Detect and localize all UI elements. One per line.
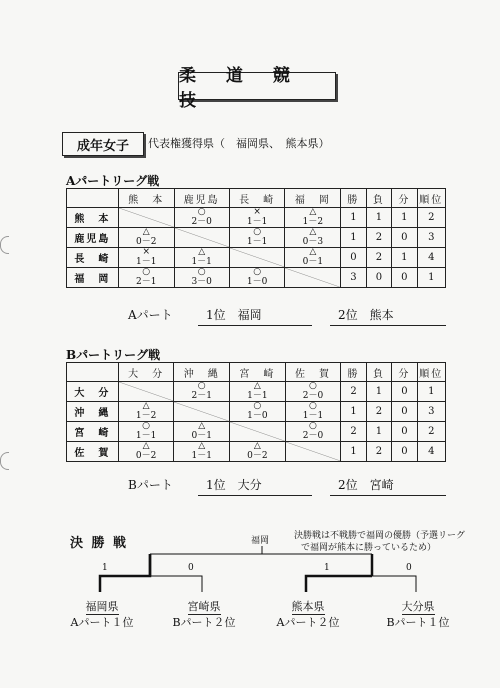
result-mark: ○ xyxy=(309,401,317,411)
losses-cell: 2 xyxy=(366,228,391,248)
rank-cell: 1 xyxy=(417,268,445,288)
losses-cell: 2 xyxy=(366,248,391,268)
rank-cell: 3 xyxy=(417,402,445,422)
column-header: 分 xyxy=(392,189,417,208)
match-score: 0－1 xyxy=(302,257,324,267)
match-score: 1－1 xyxy=(135,431,157,441)
result-mark: ○ xyxy=(309,381,317,391)
match-score: 1－1 xyxy=(246,217,268,227)
match-score: 1－0 xyxy=(246,277,268,287)
match-score: 1－1 xyxy=(191,451,212,461)
match-score: 0－2 xyxy=(135,237,157,247)
result-mark: ○ xyxy=(309,421,317,431)
column-header: 順位 xyxy=(417,363,445,382)
column-header: 負 xyxy=(366,363,391,382)
team-name: 熊 本 xyxy=(67,208,119,228)
column-header: 分 xyxy=(392,363,417,382)
losses-cell: 0 xyxy=(366,268,391,288)
match-score: 0－3 xyxy=(302,237,324,247)
match-score: 2－0 xyxy=(302,391,324,401)
losses-cell: 1 xyxy=(366,422,391,442)
losses-cell: 2 xyxy=(366,442,391,462)
category-label: 成年女子 xyxy=(62,132,144,156)
result-mark: △ xyxy=(309,227,317,237)
result-mark: × xyxy=(142,247,150,257)
result-mark: △ xyxy=(142,441,150,451)
final-entrant-2 xyxy=(168,598,240,630)
column-header: 順位 xyxy=(417,189,445,208)
league-a-second-place: 2位 熊本 xyxy=(330,306,446,326)
wins-cell: 2 xyxy=(341,422,366,442)
wins-cell: 1 xyxy=(341,402,366,422)
result-mark: △ xyxy=(253,441,261,451)
result-mark: △ xyxy=(142,401,150,411)
wins-cell: 2 xyxy=(341,382,366,402)
result-mark: ○ xyxy=(253,227,262,237)
wins-cell: 1 xyxy=(341,442,366,462)
match-score: 1－1 xyxy=(247,391,268,401)
final-note-line2: で福岡が熊本に勝っているため） xyxy=(301,543,437,553)
column-header: 熊 本 xyxy=(118,189,174,208)
final-score-1: 1 xyxy=(102,563,108,573)
entrant-seed: Aパート２位 xyxy=(276,616,340,629)
column-header: 沖 縄 xyxy=(174,363,230,382)
final-note-line1: 決勝戦は不戦勝で福岡の優勝（予選リーグ xyxy=(294,531,466,541)
draws-cell: 0 xyxy=(392,382,417,402)
wins-cell: 0 xyxy=(341,248,366,268)
result-mark: △ xyxy=(309,207,317,217)
team-name: 沖 縄 xyxy=(67,402,119,422)
result-mark: ○ xyxy=(197,207,206,217)
entrant-name: 大分県 xyxy=(401,600,435,613)
result-mark: ○ xyxy=(197,381,206,391)
match-score: 1－2 xyxy=(135,411,157,421)
final-entrant-3 xyxy=(272,598,344,630)
league-a-heading: Aパートリーグ戦 xyxy=(66,174,160,188)
entrant-name: 福岡県 xyxy=(85,600,119,613)
draws-cell: 1 xyxy=(392,248,417,268)
column-header: 勝 xyxy=(341,363,366,382)
column-header: 大 分 xyxy=(118,363,174,382)
match-score: 1－1 xyxy=(135,257,157,267)
column-header: 長 崎 xyxy=(229,189,285,208)
league-b-heading: Bパートリーグ戦 xyxy=(66,348,161,362)
final-winner: 福岡 xyxy=(251,536,270,546)
team-name: 鹿児島 xyxy=(67,228,119,248)
draws-cell: 1 xyxy=(392,208,417,228)
final-score-3: 1 xyxy=(324,563,330,573)
final-heading: 決 勝 戦 xyxy=(70,536,129,551)
column-header: 鹿児島 xyxy=(174,189,229,208)
page-title: 柔 道 競 技 xyxy=(178,72,336,100)
match-score: 1－2 xyxy=(302,217,324,227)
league-a-part-label: Aパート xyxy=(128,308,173,322)
rank-cell: 2 xyxy=(417,422,445,442)
result-mark: △ xyxy=(253,381,261,391)
result-mark: △ xyxy=(198,421,206,431)
wins-cell: 1 xyxy=(341,208,366,228)
wins-cell: 3 xyxy=(341,268,366,288)
draws-cell: 0 xyxy=(392,402,417,422)
entrant-name: 宮崎県 xyxy=(187,600,221,613)
entrant-seed: Bパート１位 xyxy=(386,616,450,629)
entrant-seed: Bパート２位 xyxy=(172,616,236,629)
column-header: 佐 賀 xyxy=(285,363,341,382)
team-name: 福 岡 xyxy=(67,268,119,288)
wins-cell: 1 xyxy=(341,228,366,248)
league-b-first-place: 1位 大分 xyxy=(198,476,312,496)
category-note: 代表権獲得県（ 福岡県、 熊本県） xyxy=(148,137,330,150)
rank-cell: 3 xyxy=(417,228,445,248)
result-mark: × xyxy=(253,207,261,217)
team-name: 佐 賀 xyxy=(67,442,119,462)
column-header: 福 岡 xyxy=(285,189,341,208)
match-score: 2－0 xyxy=(302,431,324,441)
final-score-4: 0 xyxy=(406,563,412,573)
team-name: 長 崎 xyxy=(67,248,119,268)
result-mark: ○ xyxy=(253,401,262,411)
team-name: 大 分 xyxy=(67,382,119,402)
final-entrant-1 xyxy=(66,598,138,630)
entrant-seed: Aパート１位 xyxy=(70,616,134,629)
result-mark: △ xyxy=(198,441,206,451)
losses-cell: 2 xyxy=(366,402,391,422)
match-score: 2－1 xyxy=(135,277,157,287)
league-a-first-place: 1位 福岡 xyxy=(198,306,312,326)
match-score: 0－2 xyxy=(135,451,157,461)
match-score: 1－1 xyxy=(246,237,268,247)
league-b-part-label: Bパート xyxy=(128,478,173,492)
column-header: 勝 xyxy=(341,189,366,208)
match-score: 3－0 xyxy=(191,277,212,287)
rank-cell: 2 xyxy=(417,208,445,228)
match-score: 2－1 xyxy=(191,391,212,401)
losses-cell: 1 xyxy=(366,382,391,402)
draws-cell: 0 xyxy=(392,422,417,442)
result-mark: △ xyxy=(142,227,150,237)
draws-cell: 0 xyxy=(392,268,417,288)
result-mark: ○ xyxy=(253,267,262,277)
final-score-2: 0 xyxy=(188,563,194,573)
rank-cell: 4 xyxy=(417,442,445,462)
result-mark: ○ xyxy=(197,267,206,277)
match-score: 1－1 xyxy=(302,411,324,421)
result-mark: ○ xyxy=(142,267,151,277)
match-score: 1－0 xyxy=(247,411,268,421)
result-mark: △ xyxy=(309,247,317,257)
draws-cell: 0 xyxy=(392,228,417,248)
team-name: 宮 崎 xyxy=(67,422,119,442)
column-header: 宮 崎 xyxy=(230,363,286,382)
match-score: 1－1 xyxy=(191,257,212,267)
result-mark: ○ xyxy=(142,421,151,431)
draws-cell: 0 xyxy=(392,442,417,462)
league-b-second-place: 2位 宮崎 xyxy=(330,476,446,496)
losses-cell: 1 xyxy=(366,208,391,228)
match-score: 0－1 xyxy=(191,431,212,441)
final-entrant-4 xyxy=(382,598,454,630)
entrant-name: 熊本県 xyxy=(291,600,325,613)
result-mark: △ xyxy=(198,247,206,257)
column-header: 負 xyxy=(366,189,391,208)
match-score: 2－0 xyxy=(191,217,212,227)
match-score: 0－2 xyxy=(247,451,268,461)
rank-cell: 4 xyxy=(417,248,445,268)
rank-cell: 1 xyxy=(417,382,445,402)
